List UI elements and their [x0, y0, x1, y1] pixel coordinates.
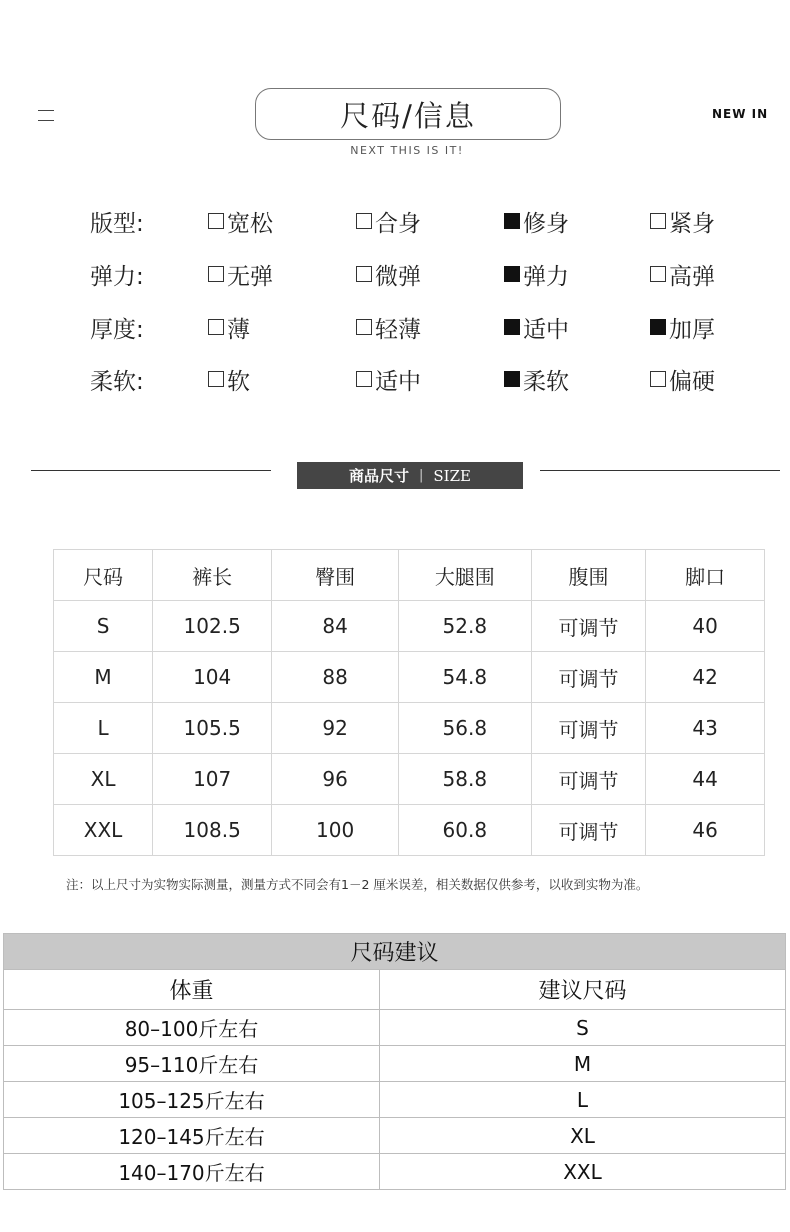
page-title: 尺码/信息 — [255, 88, 561, 140]
measurement-note: 注：以上尺寸为实物实际测量，测量方式不同会有1－2 厘米误差，相关数据仅供参考，以收到实物为准。 — [66, 877, 649, 892]
attribute-option — [356, 258, 421, 290]
weight-range-cell: 95–110斤左右 — [4, 1046, 380, 1082]
attribute-option — [356, 311, 421, 343]
table-cell: S — [54, 601, 153, 652]
table-cell: 43 — [646, 703, 765, 754]
table-cell: 46 — [646, 805, 765, 856]
attribute-option-label: 软 — [227, 368, 250, 395]
recommended-size-cell: XXL — [380, 1154, 786, 1190]
weight-range-cell: 105–125斤左右 — [4, 1082, 380, 1118]
attribute-label: 版型: — [90, 211, 144, 237]
page-subtitle: NEXT THIS IS IT! — [350, 144, 464, 157]
table-row — [4, 1046, 786, 1082]
unchecked-box-icon — [650, 213, 666, 229]
attribute-option-label: 弹力 — [523, 263, 569, 290]
section-title-en: SIZE — [433, 466, 471, 485]
table-cell: 60.8 — [398, 805, 531, 856]
menu-icon[interactable] — [38, 110, 54, 122]
recommendation-header-size: 建议尺码 — [380, 970, 786, 1010]
table-cell: 92 — [272, 703, 399, 754]
attribute-option-label: 偏硬 — [669, 368, 715, 395]
recommended-size-cell: M — [380, 1046, 786, 1082]
table-cell: 可调节 — [531, 601, 646, 652]
recommended-size-cell: L — [380, 1082, 786, 1118]
table-row — [4, 1010, 786, 1046]
size-table-header-cell: 大腿围 — [398, 550, 531, 601]
unchecked-box-icon — [208, 213, 224, 229]
attribute-option — [650, 311, 715, 343]
attribute-option — [650, 258, 715, 290]
table-cell: L — [54, 703, 153, 754]
attribute-option-label: 紧身 — [669, 210, 715, 237]
attribute-option-label: 轻薄 — [375, 316, 421, 343]
weight-range-cell: 140–170斤左右 — [4, 1154, 380, 1190]
checked-box-icon — [504, 319, 520, 335]
attribute-option — [504, 205, 569, 237]
divider-right — [540, 470, 780, 471]
attribute-option-label: 适中 — [523, 316, 569, 343]
size-table-header-cell: 腹围 — [531, 550, 646, 601]
table-cell: 96 — [272, 754, 399, 805]
unchecked-box-icon — [208, 319, 224, 335]
table-row — [54, 652, 765, 703]
size-table-body — [54, 601, 765, 856]
table-cell: 84 — [272, 601, 399, 652]
table-row — [54, 601, 765, 652]
section-header-size — [297, 462, 523, 489]
checked-box-icon — [504, 213, 520, 229]
table-row — [4, 1118, 786, 1154]
table-cell: 可调节 — [531, 652, 646, 703]
table-cell: 58.8 — [398, 754, 531, 805]
table-cell: 107 — [153, 754, 272, 805]
checked-box-icon — [504, 371, 520, 387]
attribute-option-label: 柔软 — [523, 368, 569, 395]
attribute-option — [504, 363, 569, 395]
attribute-option-label: 适中 — [375, 368, 421, 395]
table-cell: XL — [54, 754, 153, 805]
attribute-option — [208, 205, 273, 237]
attribute-row — [90, 258, 770, 290]
checked-box-icon — [504, 266, 520, 282]
attribute-option-label: 宽松 — [227, 210, 273, 237]
table-cell: 102.5 — [153, 601, 272, 652]
size-table-header-cell: 裤长 — [153, 550, 272, 601]
size-table — [53, 549, 765, 856]
unchecked-box-icon — [208, 371, 224, 387]
unchecked-box-icon — [356, 319, 372, 335]
recommendation-title: 尺码建议 — [4, 934, 786, 970]
weight-range-cell: 120–145斤左右 — [4, 1118, 380, 1154]
attribute-option-label: 薄 — [227, 316, 250, 343]
table-cell: 100 — [272, 805, 399, 856]
attribute-option-label: 修身 — [523, 210, 569, 237]
attribute-option — [650, 205, 715, 237]
table-row — [4, 1082, 786, 1118]
table-cell: XXL — [54, 805, 153, 856]
attribute-label: 厚度: — [90, 317, 144, 343]
recommendation-header-weight: 体重 — [4, 970, 380, 1010]
attribute-row — [90, 311, 770, 343]
attribute-option-label: 微弹 — [375, 263, 421, 290]
unchecked-box-icon — [208, 266, 224, 282]
attribute-option — [208, 311, 250, 343]
size-table-header-cell: 脚口 — [646, 550, 765, 601]
table-cell: M — [54, 652, 153, 703]
attribute-option — [356, 363, 421, 395]
size-table-header-cell: 臀围 — [272, 550, 399, 601]
table-cell: 40 — [646, 601, 765, 652]
table-cell: 可调节 — [531, 754, 646, 805]
section-title-cn: 商品尺寸 — [349, 467, 410, 485]
unchecked-box-icon — [356, 266, 372, 282]
attribute-option-label: 加厚 — [669, 316, 715, 343]
attribute-option — [504, 258, 569, 290]
table-row — [54, 703, 765, 754]
attribute-option-label: 合身 — [375, 210, 421, 237]
attribute-row — [90, 205, 770, 237]
attribute-option-label: 无弹 — [227, 263, 273, 290]
attribute-option — [650, 363, 715, 395]
table-cell: 88 — [272, 652, 399, 703]
attribute-option — [504, 311, 569, 343]
table-cell: 42 — [646, 652, 765, 703]
attribute-option — [208, 363, 250, 395]
table-row — [4, 1154, 786, 1190]
table-cell: 44 — [646, 754, 765, 805]
attribute-label: 柔软: — [90, 369, 144, 395]
new-in-badge: NEW IN — [712, 107, 769, 121]
table-cell: 108.5 — [153, 805, 272, 856]
table-cell: 54.8 — [398, 652, 531, 703]
recommended-size-cell: XL — [380, 1118, 786, 1154]
table-row — [54, 805, 765, 856]
unchecked-box-icon — [356, 213, 372, 229]
attribute-option — [208, 258, 273, 290]
attribute-option-label: 高弹 — [669, 263, 715, 290]
table-cell: 56.8 — [398, 703, 531, 754]
recommended-size-cell: S — [380, 1010, 786, 1046]
table-cell: 52.8 — [398, 601, 531, 652]
table-row — [54, 754, 765, 805]
size-table-header — [54, 550, 765, 601]
unchecked-box-icon — [650, 371, 666, 387]
table-cell: 105.5 — [153, 703, 272, 754]
attribute-row — [90, 363, 770, 395]
size-table-header-cell: 尺码 — [54, 550, 153, 601]
table-cell: 104 — [153, 652, 272, 703]
table-cell: 可调节 — [531, 703, 646, 754]
divider-left — [31, 470, 271, 471]
attribute-label: 弹力: — [90, 264, 144, 290]
weight-range-cell: 80–100斤左右 — [4, 1010, 380, 1046]
checked-box-icon — [650, 319, 666, 335]
size-recommendation-table — [3, 933, 786, 1190]
unchecked-box-icon — [650, 266, 666, 282]
section-separator: | — [419, 468, 424, 483]
table-cell: 可调节 — [531, 805, 646, 856]
attribute-option — [356, 205, 421, 237]
unchecked-box-icon — [356, 371, 372, 387]
